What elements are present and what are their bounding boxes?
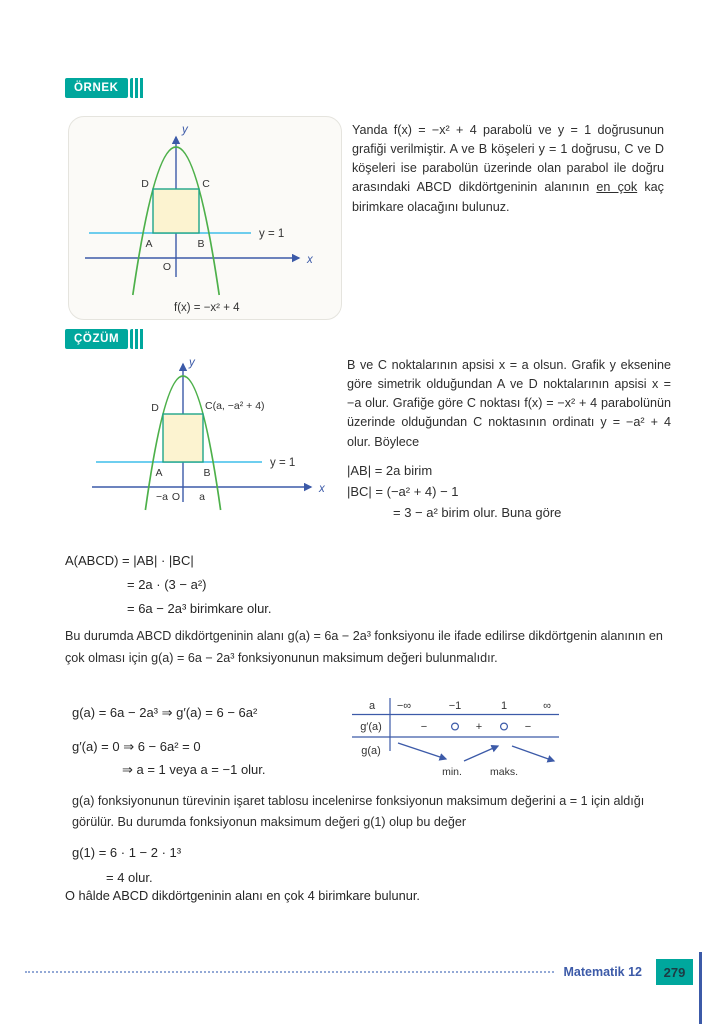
ornek-badge xyxy=(65,78,145,98)
derivative-line-2: g′(a) = 0 ⇒ 6 − 6a² = 0 xyxy=(72,739,201,754)
line-y1-label: y = 1 xyxy=(270,457,296,469)
point-c-coordinate-label: C(a, −a² + 4) xyxy=(205,400,265,412)
derivative-line-1: g(a) = 6a − 2a³ ⇒ g′(a) = 6 − 6a² xyxy=(72,705,258,720)
example-problem-text xyxy=(352,121,664,217)
table-sign-minus-1: − xyxy=(420,721,428,733)
calc-line-2: = 4 olur. xyxy=(106,870,153,885)
final-calculation xyxy=(72,840,181,890)
origin-label: O xyxy=(162,261,172,273)
table-row-g: g(a) xyxy=(361,745,381,757)
increasing-arrow xyxy=(464,746,498,761)
table-var-a: a xyxy=(368,700,376,712)
sign-table xyxy=(352,697,562,781)
point-d-label: D xyxy=(151,402,159,414)
solution-paragraph-2: Bu durumda ABCD dikdörtgeninin alanı g(a) = 6a − 2a³ fonksiyonu ile ifade edilirse dikdörtgenin alanının en çok olması için g(a) = 6a − 2a³ fonksiyonunun maksimum değeri bulunmalıdır. xyxy=(65,629,663,665)
parabola-function-label: f(x) = −x² + 4 xyxy=(174,302,240,314)
solution-paragraph-1: B ve C noktalarının apsisi x = a olsun. Grafik y eksenine göre simetrik olduğundan A ve D noktalarının apsisi x = −a olur. Grafiğe göre C noktası f(x) = −x² + 4 parabolünün üzerinde olduğundan C noktasının ordinatı y = −a² + 4 olur. Böylece xyxy=(347,358,671,449)
point-a-label: A xyxy=(155,467,163,479)
maks-label: maks. xyxy=(489,766,519,778)
table-infinity: ∞ xyxy=(543,700,551,712)
ornek-badge-label: ÖRNEK xyxy=(65,78,128,98)
book-title: Matematik 12 xyxy=(563,965,642,979)
table-row-g-prime: g′(a) xyxy=(360,721,382,733)
point-b-label: B xyxy=(197,238,205,250)
table-sign-plus: + xyxy=(475,721,483,733)
badge-stripes-icon xyxy=(130,329,145,349)
min-label: min. xyxy=(442,766,462,778)
y-axis-label: y xyxy=(189,357,195,369)
length-bc-line-1: |BC| = (−a² + 4) − 1 xyxy=(347,483,459,499)
neg-a-tick-label: −a xyxy=(156,491,168,503)
derivative-block xyxy=(72,701,266,781)
x-axis-label: x xyxy=(307,254,313,266)
conclusion-text: O hâlde ABCD dikdörtgeninin alanı en çok 4 birimkare bulunur. xyxy=(65,888,420,903)
point-b-label: B xyxy=(203,467,211,479)
table-one: 1 xyxy=(500,700,508,712)
calc-line-1: g(1) = 6 · 1 − 2 · 1³ xyxy=(72,845,182,860)
table-sign-minus-2: − xyxy=(524,721,532,733)
solution-graph xyxy=(78,352,358,537)
problem-text-before: Yanda f(x) = −x² + 4 parabolü ve y = 1 doğrusunun grafiği verilmiştir. A ve B köşeleri y = 1 doğrusu, C ve D köşeleri ise parabolün üzerinde olan parabol ile doğru arasındaki ABCD dikdörtgeninin alanının xyxy=(352,123,664,195)
x-axis-label: x xyxy=(319,483,325,495)
solution-paragraph-3: g(a) fonksiyonunun türevinin işaret tablosu incelenirse fonksiyonun maksimum değerini a = 1 için aldığı görülür. Bu durumda fonksiyonun maksimum değeri g(1) olup bu değer xyxy=(72,794,645,830)
cozum-badge-label: ÇÖZÜM xyxy=(65,329,128,349)
cozum-badge xyxy=(65,329,145,349)
point-c-label: C xyxy=(202,178,210,190)
table-neg-infinity: −∞ xyxy=(396,700,412,712)
page-number-badge: 279 xyxy=(656,959,693,985)
solution-text-column xyxy=(347,356,671,523)
example-graph xyxy=(69,117,341,319)
point-d-label: D xyxy=(141,178,149,190)
problem-text-after: kaç birimkare olacağını bulunuz. xyxy=(352,180,664,214)
example-figure-box xyxy=(68,116,342,320)
footer-dotted-line xyxy=(25,971,554,973)
rectangle-abcd xyxy=(153,189,199,233)
line-y1-label: y = 1 xyxy=(259,228,285,240)
decreasing-arrow-2 xyxy=(512,746,554,761)
decreasing-arrow-1 xyxy=(398,743,446,759)
zero-circle-at-one xyxy=(501,723,508,730)
area-line-3: = 6a − 2a³ birimkare olur. xyxy=(127,601,272,616)
a-tick-label: a xyxy=(199,491,205,503)
length-ab-line: |AB| = 2a birim xyxy=(347,462,433,478)
page-footer xyxy=(25,959,693,985)
table-neg-one: −1 xyxy=(448,700,462,712)
length-bc-line-2: = 3 − a² birim olur. Buna göre xyxy=(393,504,562,520)
rectangle-abcd xyxy=(163,414,203,462)
origin-label: O xyxy=(171,491,181,503)
problem-text-underlined: en çok xyxy=(596,180,638,195)
zero-circle-at-neg-one xyxy=(452,723,459,730)
area-line-1: A(ABCD) = |AB| · |BC| xyxy=(65,553,194,568)
badge-stripes-icon xyxy=(130,78,145,98)
area-line-2: = 2a · (3 − a²) xyxy=(127,577,207,592)
area-derivation xyxy=(65,549,272,621)
y-axis-label: y xyxy=(182,124,188,136)
derivative-line-3: ⇒ a = 1 veya a = −1 olur. xyxy=(122,762,266,777)
footer-vertical-rule xyxy=(699,952,702,1024)
point-a-label: A xyxy=(145,238,153,250)
